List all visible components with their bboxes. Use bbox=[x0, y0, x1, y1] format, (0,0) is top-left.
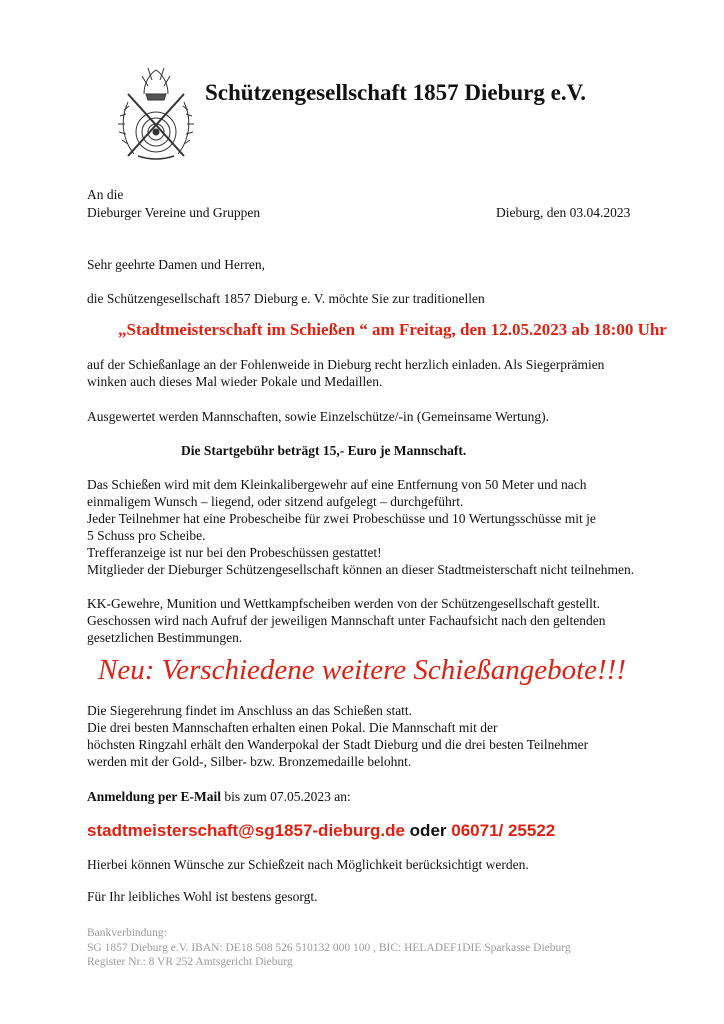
paragraph-3-line: gesetzlichen Bestimmungen. bbox=[87, 630, 243, 645]
paragraph-2-line: Jeder Teilnehmer hat eine Probescheibe für zwei Probeschüsse und 10 Wertungsschüsse mit je bbox=[87, 511, 596, 526]
event-title: „Stadtmeisterschaft im Schießen “ am Freitag, den 12.05.2023 ab 18:00 Uhr bbox=[118, 320, 667, 339]
contact-phone[interactable]: 06071/ 25522 bbox=[451, 821, 556, 840]
paragraph-2-line: 5 Schuss pro Scheibe. bbox=[87, 528, 206, 543]
letter-date: Dieburg, den 03.04.2023 bbox=[496, 205, 631, 220]
contact-connector: oder bbox=[404, 821, 452, 840]
footer-register: Register Nr.: 8 VR 252 Amtsgericht Dieburg bbox=[87, 956, 293, 968]
paragraph-3-line: Geschossen wird nach Aufruf der jeweiligen Mannschaft unter Fachaufsicht nach den geltenden bbox=[87, 613, 606, 628]
announcement-headline: Neu: Verschiedene weitere Schießangebote!!! bbox=[98, 654, 626, 686]
address-line-2: Dieburger Vereine und Gruppen bbox=[87, 205, 261, 220]
salutation: Sehr geehrte Damen und Herren, bbox=[87, 257, 266, 272]
wishes-text: Hierbei können Wünsche zur Schießzeit nach Möglichkeit berücksichtigt werden. bbox=[87, 857, 529, 872]
paragraph-1-line: auf der Schießanlage an der Fohlenweide in Dieburg recht herzlich einladen. Als Siegerprämien bbox=[87, 357, 605, 372]
entry-fee: Die Startgebühr beträgt 15,- Euro je Mannschaft. bbox=[181, 443, 467, 458]
paragraph-3-line: KK-Gewehre, Munition und Wettkampfscheiben werden von der Schützengesellschaft gestellt. bbox=[87, 596, 601, 611]
contact-line bbox=[87, 821, 555, 841]
footer-bank-label: Bankverbindung: bbox=[87, 927, 167, 939]
paragraph-1-line: winken auch dieses Mal wieder Pokale und Medaillen. bbox=[87, 374, 383, 389]
paragraph-4-line: Die drei besten Mannschaften erhalten einen Pokal. Die Mannschaft mit der bbox=[87, 720, 498, 735]
paragraph-4-line: Die Siegerehrung findet im Anschluss an das Schießen statt. bbox=[87, 703, 413, 718]
registration-label: Anmeldung per E-Mail bbox=[87, 789, 222, 804]
contact-email-link[interactable]: stadtmeisterschaft@sg1857-dieburg.de bbox=[87, 821, 405, 840]
paragraph-2-line: Trefferanzeige ist nur bei den Probeschüssen gestattet! bbox=[87, 545, 382, 560]
club-logo bbox=[114, 64, 198, 162]
paragraph-2-line: Das Schießen wird mit dem Kleinkalibergewehr auf eine Entfernung von 50 Meter und nach bbox=[87, 477, 587, 492]
closing-text: Für Ihr leibliches Wohl ist bestens gesorgt. bbox=[87, 889, 318, 904]
organization-title: Schützengesellschaft 1857 Dieburg e.V. bbox=[205, 80, 586, 105]
paragraph-2-line: einmaligem Wunsch – liegend, oder sitzend aufgelegt – durchgeführt. bbox=[87, 494, 464, 509]
intro-text: die Schützengesellschaft 1857 Dieburg e. V. möchte Sie zur traditionellen bbox=[87, 291, 485, 306]
address-line-1: An die bbox=[87, 187, 124, 202]
footer-bank-details: SG 1857 Dieburg e.V. IBAN: DE18 508 526 510132 000 100 , BIC: HELADEF1DIE Sparkasse Dieburg bbox=[87, 942, 571, 954]
paragraph-2-line: Mitglieder der Dieburger Schützengesellschaft können an dieser Stadtmeisterschaft nicht teilnehmen. bbox=[87, 562, 635, 577]
registration-line bbox=[87, 788, 351, 805]
registration-deadline: bis zum 07.05.2023 an: bbox=[221, 789, 351, 804]
paragraph-4-line: werden mit der Gold-, Silber- bzw. Bronzemedaille belohnt. bbox=[87, 754, 412, 769]
paragraph-4-line: höchsten Ringzahl erhält den Wanderpokal der Stadt Dieburg und die drei besten Teilnehmer bbox=[87, 737, 589, 752]
evaluation-text: Ausgewertet werden Mannschaften, sowie Einzelschütze/-in (Gemeinsame Wertung). bbox=[87, 409, 549, 424]
